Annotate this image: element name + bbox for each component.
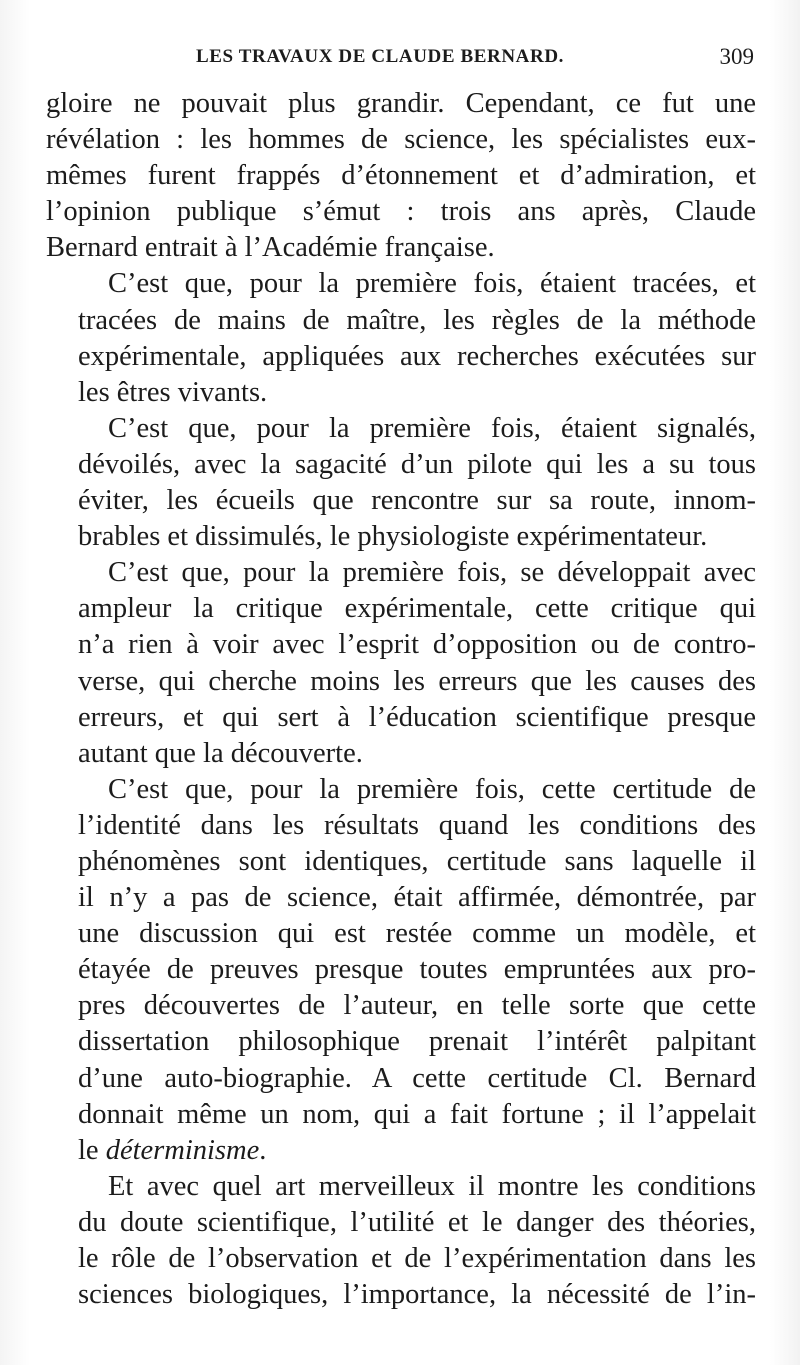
body-text bbox=[46, 86, 756, 1313]
text-line: gloire ne pouvait plus grandir. Cependant, ce fut une bbox=[46, 88, 756, 119]
text-line: C’est que, pour la première fois, étaient signalés, bbox=[108, 412, 756, 444]
text-line: éviter, les écueils que rencontre sur sa route, innom- bbox=[78, 485, 756, 517]
text-line: dévoilés, avec la sagacité d’un pilote qui les a su tous bbox=[78, 448, 756, 480]
text-line: mêmes furent frappés d’étonnement et d’admiration, et bbox=[46, 160, 756, 192]
text-line: n’a rien à voir avec l’esprit d’opposition ou de contro- bbox=[78, 629, 756, 661]
text-line: étayée de preuves presque toutes empruntées aux pro- bbox=[78, 954, 756, 986]
paragraph-3 bbox=[46, 411, 756, 555]
text-line: pres découvertes de l’auteur, en telle sorte que cette bbox=[78, 990, 756, 1022]
text-line: l’opinion publique s’émut : trois ans après, Claude bbox=[46, 196, 756, 228]
paragraph-2 bbox=[46, 266, 756, 410]
running-title: LES TRAVAUX DE CLAUDE BERNARD. bbox=[196, 46, 564, 67]
line-prefix: le bbox=[78, 1134, 106, 1166]
running-head bbox=[46, 46, 756, 78]
text-line: verse, qui cherche moins les erreurs que les causes des bbox=[78, 665, 756, 697]
text-line: phénomènes sont identiques, certitude sans laquelle il bbox=[78, 845, 756, 877]
text-line: l’identité dans les résultats quand les conditions des bbox=[78, 809, 756, 841]
text-line: une discussion qui est restée comme un modèle, et bbox=[78, 918, 756, 950]
text-line: C’est que, pour la première fois, se développait avec bbox=[108, 557, 756, 589]
text-line: du doute scientifique, l’utilité et le danger des théories, bbox=[78, 1206, 756, 1238]
paragraph-6 bbox=[46, 1169, 756, 1313]
text-line: révélation : les hommes de science, les spécialistes eux- bbox=[46, 124, 756, 156]
text-line: donnait même un nom, qui a fait fortune ; il l’appelait bbox=[78, 1098, 756, 1130]
text-line: d’une auto-biographie. A cette certitude Cl. Bernard bbox=[78, 1062, 756, 1094]
text-line: sciences biologiques, l’importance, la nécessité de l’in- bbox=[78, 1279, 756, 1311]
text-line: Et avec quel art merveilleux il montre les conditions bbox=[108, 1170, 756, 1202]
text-line: autant que la découverte. bbox=[78, 737, 363, 769]
paragraph-4 bbox=[46, 555, 756, 772]
text-line: erreurs, et qui sert à l’éducation scientifique presque bbox=[78, 701, 756, 733]
paragraph-5 bbox=[46, 772, 756, 1169]
text-line: tracées de mains de maître, les règles de la méthode bbox=[78, 304, 756, 336]
text-line: il n’y a pas de science, était affirmée, démontrée, par bbox=[78, 882, 756, 914]
text-line: dissertation philosophique prenait l’intérêt palpitant bbox=[78, 1026, 756, 1058]
text-line: Bernard entrait à l’Académie française. bbox=[46, 232, 495, 264]
text-line: C’est que, pour la première fois, cette certitude de bbox=[108, 773, 756, 805]
text-line-final bbox=[46, 1133, 756, 1169]
text-line: brables et dissimulés, le physiologiste expérimentateur. bbox=[78, 521, 708, 553]
line-suffix: . bbox=[259, 1134, 267, 1166]
text-line: expérimentale, appliquées aux recherches exécutées sur bbox=[78, 340, 756, 372]
emphasized-term: déterminisme bbox=[105, 1134, 260, 1166]
paragraph-1 bbox=[46, 86, 756, 266]
text-line: ampleur la critique expérimentale, cette critique qui bbox=[78, 593, 756, 625]
page-number: 309 bbox=[719, 44, 754, 69]
text-line: le rôle de l’observation et de l’expérimentation dans les bbox=[78, 1243, 756, 1274]
text-line: C’est que, pour la première fois, étaient tracées, et bbox=[108, 268, 756, 300]
text-line: les êtres vivants. bbox=[78, 376, 268, 408]
